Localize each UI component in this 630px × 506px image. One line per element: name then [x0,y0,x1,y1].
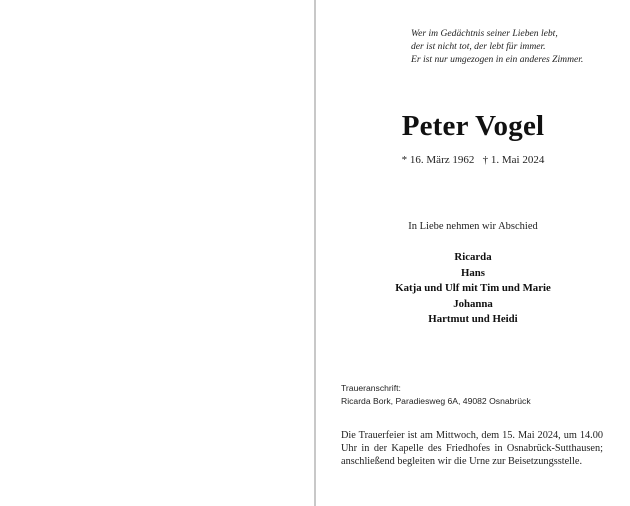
deceased-name: Peter Vogel [401,110,545,142]
quote-line-1: Wer im Gedächtnis seiner Lieben lebt, [411,28,558,39]
mourner-name: Katja und Ulf mit Tim und Marie [395,282,551,294]
mourner-name: Hans [460,266,485,279]
mourning-address [341,382,611,408]
farewell-text: In Liebe nehmen wir Abschied [408,221,538,232]
memorial-quote [411,27,626,66]
mourner-name: Ricarda [454,251,492,263]
mourners-list [316,250,630,328]
funeral-service-info: Die Trauerfeier ist am Mittwoch, dem 15. Mai 2024, um 14.00 Uhr in der Kapelle des Friedhofes in Osnabrück-Sutthausen; anschließend begleiten wir die Urne zur Beisetzungsstelle. [341,430,603,467]
mourner-name: Hartmut und Heidi [428,313,518,325]
left-page-blank [0,0,314,506]
address-value: Ricarda Bork, Paradiesweg 6A, 49082 Osnabrück [341,396,531,406]
quote-line-2: der ist nicht tot, der lebt für immer. [411,41,546,52]
mourner-name: Johanna [453,297,493,310]
birth-death-dates: * 16. März 1962 † 1. Mai 2024 [401,154,545,166]
address-label: Traueranschrift: [341,383,401,393]
quote-line-3: Er ist nur umgezogen in ein anderes Zimmer. [411,54,584,65]
